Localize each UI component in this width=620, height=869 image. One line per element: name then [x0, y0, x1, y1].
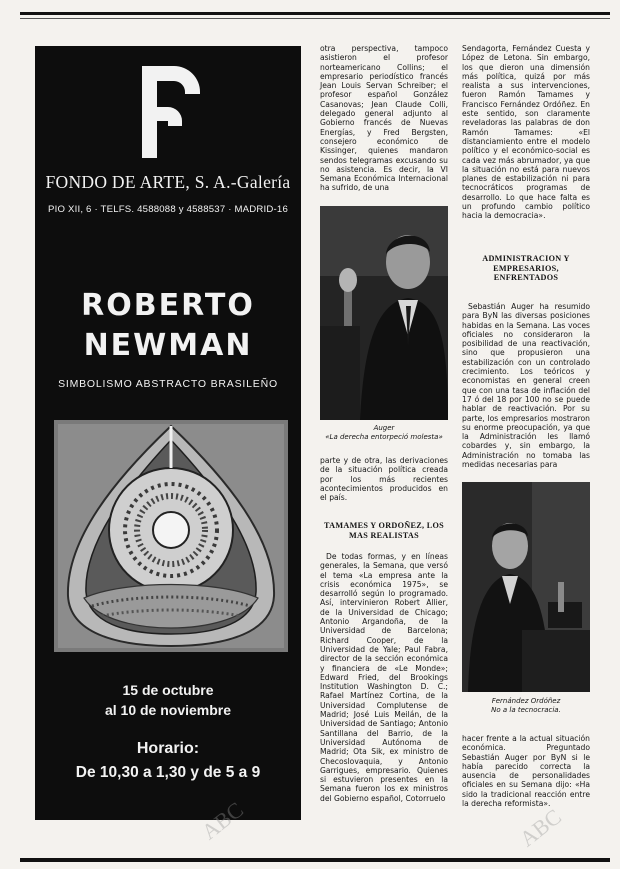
- article-column-1-top: [320, 44, 448, 193]
- gallery-logo: [138, 64, 202, 165]
- artist-last-name: NEWMAN: [83, 328, 253, 363]
- section-heading-administracion: ADMINISTRACION Y EMPRESARIOS, ENFRENTADOS: [482, 254, 570, 283]
- paragraph: hacer frente a la actual situación económica. Preguntado Sebastián Auger por ByN si le había parecido correcta la ausencia de personalidades oficiales en su Semana dijo: «Ha sido la tradicional reacción entre la derecha reformista».: [462, 734, 590, 809]
- ordonez-caption-quote: No a la tecnocracia.: [491, 706, 561, 714]
- gallery-name: FONDO DE ARTE, S. A.-Galería: [45, 172, 291, 192]
- fernandez-ordonez-photo: [462, 482, 590, 692]
- opening-hours: De 10,30 a 1,30 y de 5 a 9: [75, 764, 261, 781]
- bottom-rule: [20, 858, 610, 862]
- article-column-1-middle: [320, 456, 448, 502]
- paragraph: Sebastián Auger ha resumido para ByN las diversas posiciones habidas en la Semana. Las voces oficiales no consideraron la posibilidad de una reactivación, sino que propusieron una estabilización con un controlado crecimiento. Los teóricos y economistas en general creen que con una tasa de inflación del 17 ó del 18 por 100 no se puede hablar de reactivación. Por su parte, los empresarios mostraron su enorme preocupación, ya que la Administración les llamó cobardes y, sin embargo, la Administración no tomaba las medidas necesarias para: [462, 302, 590, 470]
- top-rule-thin: [20, 18, 610, 19]
- paragraph: otra perspectiva, tampoco asistieron el profesor norteamericano Collins; el empresario periodístico francés Jean Louis Servan Schreiber; el profesor español González Casanovas; Jean Claude Colli, delegado general adjunto al Gobierno francés de Nuevas Energías, y Fred Bergsten, consejero económico de Kissinger, quienes mandaron sendos telegramas excusando su no asistencia. Es decir, la VI Semana Económica Internacional ha sufrido, de una: [320, 44, 448, 193]
- auger-caption-name: Auger: [373, 424, 395, 432]
- article-column-2-bottom: [462, 734, 590, 808]
- exhibition-start-date: 15 de octubre: [122, 682, 214, 698]
- auger-photo: [320, 206, 448, 420]
- article-column-1-bottom: [320, 552, 448, 803]
- gallery-address: PIO XII, 6 · TELFS. 4588088 y 4588537 · MADRID-16: [48, 204, 288, 215]
- paragraph: parte y de otra, las derivaciones de la situación política creada por los más recientes acontecimientos producidos en el país.: [320, 456, 448, 503]
- article-column-2-top: [462, 44, 590, 221]
- auger-caption-quote: «La derecha entorpeció molesta»: [325, 433, 443, 441]
- top-rule: [20, 12, 610, 15]
- section-heading-tamames: TAMAMES Y ORDOÑEZ, LOS MAS REALISTAS: [323, 521, 445, 540]
- hours-label: Horario:: [136, 740, 200, 757]
- abc-watermark: ABC: [196, 796, 248, 845]
- paragraph: Sendagorta, Fernández Cuesta y López de Letona. Sin embargo, los que dieron una dimensión más política, quizá por más realista a sus intervenciones, fueron Ramón Tamames y Francisco Fernández Ordóñez. En este sentido, son claramente reveladoras las palabras de don Ramón Tamames: «El distanciamiento entre el modelo político y el económico-social es cada vez más abrumador, ya que la situación no está para nuevos planes de estabilización ni para tecnocráticos programas de desarrollo. Lo que hace falta es un profundo cambio político hacia la democracia».: [462, 44, 590, 221]
- exhibition-end-date: al 10 de noviembre: [104, 702, 232, 718]
- article-column-2-middle: [462, 302, 590, 469]
- artist-first-name: ROBERTO: [81, 288, 255, 323]
- exhibition-subtitle: SIMBOLISMO ABSTRACTO BRASILEÑO: [58, 378, 278, 390]
- paragraph: De todas formas, y en líneas generales, la Semana, que versó el tema «La empresa ante la crisis económica 1975», se desarrolló según lo programado. Así, intervinieron Robert Allier, de la Universidad de Chicago; Antonio Argandoña, de la Universidad de Barcelona; Richard Cooper, de la Universidad de Yale; Paul Fabra, director de la sección económica y financiera de «Le Monde»; Edward Fried, del Brookings Institution Washington D. C.; Rafael Martínez Cortina, de la Universidad Complutense de Madrid; José Luis Meilán, de la Universidad de Santiago; Antonio Santillana del Barrio, de la Universidad Autónoma de Madrid; Ota Sik, ex ministro de Checoslovaquia, y Antonio Garrigues, empresario. Quienes si estuvieron presentes en la Semana fueron los ex ministros del Gobierno español, Cotorruelo: [320, 552, 448, 803]
- gallery-advertisement: [35, 46, 301, 820]
- abc-watermark: ABC: [514, 803, 566, 852]
- ordonez-caption-name: Fernández Ordóñez: [491, 697, 561, 705]
- artwork-image: [54, 420, 288, 652]
